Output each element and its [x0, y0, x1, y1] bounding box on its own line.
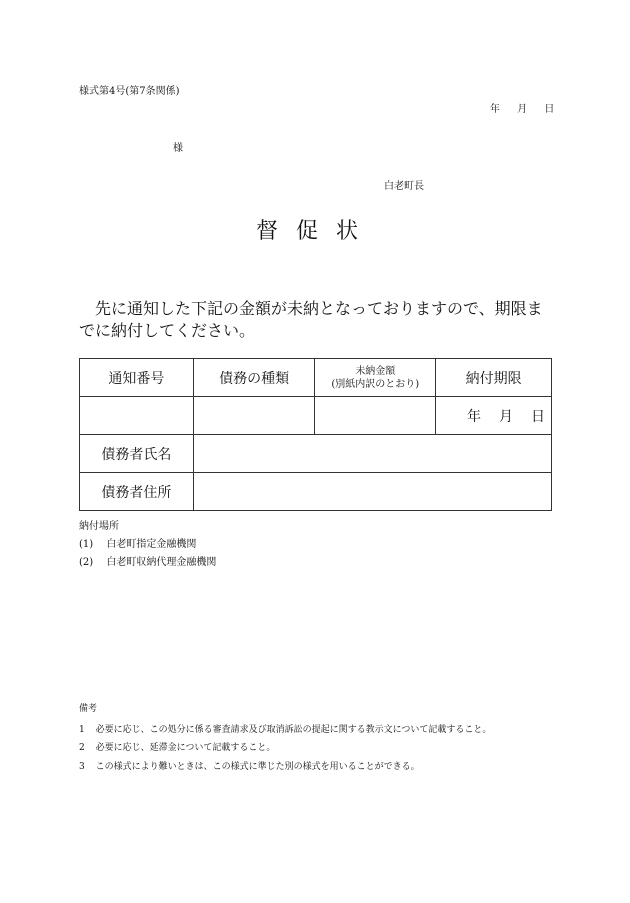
cell-notice-number — [80, 397, 194, 435]
payment-place-item — [79, 553, 216, 568]
header-notice-number: 通知番号 — [80, 359, 194, 397]
debtor-name-label: 債務者氏名 — [80, 435, 194, 473]
date-year: 年 — [490, 104, 500, 115]
note-text: この様式により難いときは、この様式に準じた別の様式を用いることができる。 — [95, 762, 420, 772]
cell-debt-type — [193, 397, 315, 435]
payment-places-heading: 納付場所 — [79, 521, 119, 532]
note-item — [79, 759, 420, 772]
header-unpaid-amount-line2: (別紙内訳のとおり) — [331, 378, 420, 390]
payment-place-text: 白老町指定金融機関 — [106, 539, 197, 550]
due-month: 月 — [499, 408, 513, 425]
note-text: 必要に応じ、この処分に係る審査請求及び取消訴訟の提起に関する教示文について記載すること。 — [95, 725, 492, 735]
notes-heading: 備考 — [79, 704, 98, 714]
intro-text: 先に通知した下記の金額が未納となっておりますので、期限までに納付してください。 — [79, 299, 543, 340]
debtor-name-row — [80, 435, 552, 473]
date-month: 月 — [517, 104, 528, 115]
note-item — [79, 740, 275, 753]
issuer: 白老町長 — [384, 181, 424, 192]
notice-table — [79, 358, 552, 511]
payment-place-num: (1) — [79, 539, 94, 550]
table-header-row — [80, 359, 552, 397]
note-num: 3 — [79, 762, 85, 772]
note-item — [79, 722, 491, 735]
form-number: 様式第4号(第7条関係) — [79, 86, 180, 97]
addressee-suffix: 様 — [173, 143, 183, 154]
cell-unpaid-amount — [315, 397, 436, 435]
note-text: 必要に応じ、延滞金について記載すること。 — [95, 743, 276, 753]
due-day: 日 — [531, 408, 545, 425]
payment-place-num: (2) — [79, 557, 94, 568]
debtor-address-row — [80, 473, 552, 511]
header-date — [490, 100, 554, 115]
debtor-address-value — [193, 473, 551, 511]
payment-place-text: 白老町収納代理金融機関 — [106, 557, 217, 568]
header-debt-type: 債務の種類 — [193, 359, 315, 397]
table-value-row — [80, 397, 552, 435]
cell-due-date — [436, 397, 552, 435]
debtor-name-value — [193, 435, 551, 473]
page-title: 督促状 — [256, 219, 377, 244]
note-num: 1 — [79, 725, 85, 735]
date-day: 日 — [544, 104, 555, 115]
payment-place-item — [79, 535, 196, 550]
header-unpaid-amount-line1: 未納金額 — [355, 365, 396, 377]
due-year: 年 — [467, 408, 481, 425]
note-num: 2 — [79, 743, 85, 753]
header-due-date: 納付期限 — [436, 359, 552, 397]
debtor-address-label: 債務者住所 — [80, 473, 194, 511]
header-unpaid-amount — [315, 359, 436, 397]
